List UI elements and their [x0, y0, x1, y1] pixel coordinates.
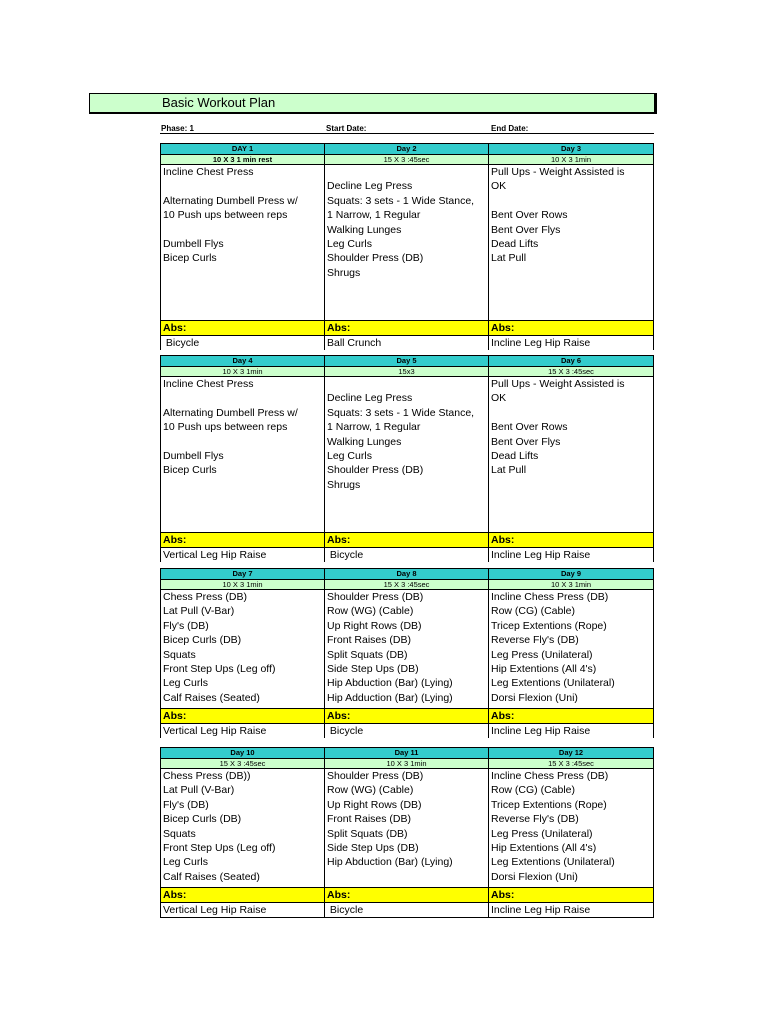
exercise-cell [488, 377, 654, 532]
day-block [160, 747, 654, 918]
exercise-item: Walking Lunges [327, 435, 402, 448]
day-label: Day 12 [488, 748, 654, 758]
day-label: Day 5 [324, 356, 488, 366]
exercise-item: Fly's (DB) [163, 798, 209, 811]
exercise-cell [324, 165, 488, 320]
day-block [160, 143, 654, 350]
exercise-item: Front Step Ups (Leg off) [163, 842, 276, 855]
exercise-item: Shrugs [327, 266, 361, 279]
abs-exercise-row [160, 335, 654, 350]
exercise-cell [160, 590, 324, 708]
abs-exercise: Bicycle [160, 336, 324, 350]
sets-rest-label: 10 X 3 1min [160, 580, 324, 589]
exercise-item: Bicep Curls [163, 464, 217, 477]
exercise-item: 1 Narrow, 1 Regular [327, 421, 421, 434]
exercise-item: Incline Chess Press (DB) [491, 770, 609, 782]
exercise-item: Row (WG) (Cable) [327, 784, 414, 797]
exercise-item: Bent Over Flys [491, 435, 561, 448]
sets-rest-label: 10 X 3 1min [488, 155, 654, 164]
exercise-row [160, 768, 654, 887]
abs-exercise: Incline Leg Hip Raise [488, 336, 654, 350]
exercise-item: Lat Pull [491, 464, 527, 477]
exercise-item: Reverse Fly's (DB) [491, 813, 579, 826]
day-block [160, 355, 654, 562]
exercise-item: Tricep Extentions (Rope) [491, 798, 607, 811]
exercise-row [160, 589, 654, 708]
abs-label: Abs: [488, 321, 654, 335]
exercise-item: Chess Press (DB)) [163, 770, 251, 782]
exercise-item: Split Squats (DB) [327, 648, 408, 661]
abs-exercise: Ball Crunch [324, 336, 488, 350]
start-date-label: Start Date: [326, 124, 367, 133]
abs-label: Abs: [324, 709, 488, 723]
abs-exercise: Vertical Leg Hip Raise [160, 903, 324, 917]
exercise-item: Bent Over Rows [491, 209, 568, 222]
abs-exercise-row [160, 547, 654, 562]
exercise-item: Alternating Dumbell Press w/ [163, 194, 298, 207]
exercise-item: Hip Abduction (Bar) (Lying) [327, 856, 453, 869]
exercise-item [163, 223, 324, 237]
exercise-cell [488, 769, 654, 887]
abs-header-row [160, 320, 654, 335]
abs-exercise: Incline Leg Hip Raise [488, 548, 654, 562]
abs-header-row [160, 532, 654, 547]
exercise-item: Hip Extentions (All 4's) [491, 842, 597, 855]
day-label: Day 11 [324, 748, 488, 758]
day-label: Day 8 [324, 569, 488, 579]
page-title: Basic Workout Plan [162, 95, 276, 110]
exercise-item [163, 179, 324, 193]
sets-rest-row [160, 154, 654, 164]
abs-exercise-row [160, 723, 654, 738]
exercise-item: OK [491, 180, 507, 193]
exercise-item: Lat Pull (V-Bar) [163, 784, 235, 797]
abs-label: Abs: [488, 533, 654, 547]
day-label: Day 10 [160, 748, 324, 758]
exercise-item: Leg Curls [163, 677, 208, 690]
exercise-item: 10 Push ups between reps [163, 421, 288, 434]
exercise-item: Squats [163, 648, 196, 661]
exercise-item [327, 377, 488, 391]
abs-label: Abs: [160, 888, 324, 902]
exercise-row [160, 376, 654, 532]
exercise-item: Row (WG) (Cable) [327, 605, 414, 618]
abs-header-row [160, 708, 654, 723]
day-label: Day 4 [160, 356, 324, 366]
exercise-cell [488, 590, 654, 708]
exercise-cell [324, 590, 488, 708]
exercise-item: Bent Over Rows [491, 421, 568, 434]
abs-exercise: Vertical Leg Hip Raise [160, 724, 324, 738]
exercise-item: Split Squats (DB) [327, 827, 408, 840]
exercise-item [327, 165, 488, 179]
sets-rest-label: 10 X 3 1min [160, 367, 324, 376]
exercise-item: Leg Press (Unilateral) [491, 827, 593, 840]
sets-rest-label: 10 X 3 1min [324, 759, 488, 768]
exercise-item: Dead Lifts [491, 450, 539, 463]
exercise-item: Front Raises (DB) [327, 813, 412, 826]
exercise-item: Up Right Rows (DB) [327, 798, 422, 811]
exercise-item: Shrugs [327, 478, 361, 491]
exercise-item: Dumbell Flys [163, 450, 224, 463]
exercise-item: Pull Ups - Weight Assisted is [491, 166, 625, 178]
abs-label: Abs: [160, 321, 324, 335]
sets-rest-label: 15 X 3 :45sec [160, 759, 324, 768]
exercise-item: Bicep Curls [163, 252, 217, 265]
exercise-cell [324, 377, 488, 532]
exercise-item: Shoulder Press (DB) [327, 252, 424, 265]
exercise-item: Bent Over Flys [491, 223, 561, 236]
exercise-item: Bicep Curls (DB) [163, 634, 242, 647]
sets-rest-label: 15x3 [324, 367, 488, 376]
sets-rest-label: 15 X 3 :45sec [488, 759, 654, 768]
sets-rest-label: 10 X 3 1 min rest [160, 155, 324, 164]
exercise-item: Up Right Rows (DB) [327, 619, 422, 632]
exercise-item [163, 435, 324, 449]
exercise-row [160, 164, 654, 320]
abs-label: Abs: [324, 888, 488, 902]
exercise-item: Walking Lunges [327, 223, 402, 236]
day-label: Day 7 [160, 569, 324, 579]
phase-label: Phase: 1 [161, 124, 194, 133]
exercise-item: Pull Ups - Weight Assisted is [491, 378, 625, 390]
exercise-item: Incline Chess Press (DB) [491, 591, 609, 603]
day-block [160, 568, 654, 738]
sets-rest-row [160, 758, 654, 768]
day-label: Day 3 [488, 144, 654, 154]
exercise-item: Leg Curls [327, 450, 372, 463]
exercise-cell [488, 165, 654, 320]
day-label: Day 2 [324, 144, 488, 154]
exercise-item: Leg Extentions (Unilateral) [491, 856, 615, 869]
exercise-item: Dead Lifts [491, 238, 539, 251]
day-label: Day 9 [488, 569, 654, 579]
exercise-item: Side Step Ups (DB) [327, 842, 419, 855]
exercise-item: Decline Leg Press [327, 180, 413, 193]
exercise-item [163, 391, 324, 405]
sets-rest-label: 15 X 3 :45sec [324, 580, 488, 589]
exercise-item: Calf Raises (Seated) [163, 691, 260, 704]
abs-label: Abs: [324, 321, 488, 335]
header-divider [160, 133, 654, 134]
exercise-item: Squats: 3 sets - 1 Wide Stance, [327, 406, 475, 419]
exercise-item: Squats [163, 827, 196, 840]
exercise-item: Leg Extentions (Unilateral) [491, 677, 615, 690]
exercise-cell [160, 165, 324, 320]
exercise-item: Hip Extentions (All 4's) [491, 663, 597, 676]
exercise-item: Leg Curls [327, 238, 372, 251]
day-header-row [160, 355, 654, 366]
exercise-item: Dorsi Flexion (Uni) [491, 870, 578, 883]
exercise-item: Row (CG) (Cable) [491, 605, 576, 618]
day-label: DAY 1 [160, 144, 324, 154]
exercise-item: Squats: 3 sets - 1 Wide Stance, [327, 194, 475, 207]
exercise-item: Reverse Fly's (DB) [491, 634, 579, 647]
exercise-item: Incline Chest Press [163, 166, 254, 178]
abs-label: Abs: [160, 533, 324, 547]
exercise-item: Shoulder Press (DB) [327, 464, 424, 477]
abs-exercise: Incline Leg Hip Raise [488, 903, 654, 917]
exercise-item: Lat Pull (V-Bar) [163, 605, 235, 618]
abs-label: Abs: [488, 888, 654, 902]
abs-exercise-row [160, 902, 654, 917]
exercise-item: Decline Leg Press [327, 392, 413, 405]
exercise-item: Incline Chest Press [163, 378, 254, 390]
sets-rest-label: 10 X 3 1min [488, 580, 654, 589]
exercise-item: Shoulder Press (DB) [327, 591, 424, 603]
exercise-item: Front Raises (DB) [327, 634, 412, 647]
sets-rest-label: 15 X 3 :45sec [488, 367, 654, 376]
exercise-item: Calf Raises (Seated) [163, 870, 260, 883]
exercise-item: Bicep Curls (DB) [163, 813, 242, 826]
sets-rest-row [160, 579, 654, 589]
day-header-row [160, 568, 654, 579]
exercise-item [491, 406, 653, 420]
sets-rest-row [160, 366, 654, 376]
exercise-cell [160, 769, 324, 887]
exercise-cell [160, 377, 324, 532]
abs-exercise: Bicycle [324, 548, 488, 562]
abs-exercise: Vertical Leg Hip Raise [160, 548, 324, 562]
abs-exercise: Bicycle [324, 724, 488, 738]
end-date-label: End Date: [491, 124, 529, 133]
day-header-row [160, 747, 654, 758]
exercise-item: Leg Curls [163, 856, 208, 869]
day-label: Day 6 [488, 356, 654, 366]
exercise-cell [324, 769, 488, 887]
abs-label: Abs: [324, 533, 488, 547]
exercise-item: Leg Press (Unilateral) [491, 648, 593, 661]
exercise-item: OK [491, 392, 507, 405]
exercise-item: Hip Adduction (Bar) (Lying) [327, 691, 453, 704]
abs-header-row [160, 887, 654, 902]
exercise-item: Front Step Ups (Leg off) [163, 663, 276, 676]
exercise-item: 10 Push ups between reps [163, 209, 288, 222]
exercise-item: Lat Pull [491, 252, 527, 265]
exercise-item: Shoulder Press (DB) [327, 770, 424, 782]
exercise-item: Chess Press (DB) [163, 591, 248, 603]
title-box [89, 93, 657, 114]
abs-label: Abs: [488, 709, 654, 723]
abs-exercise: Bicycle [324, 903, 488, 917]
abs-exercise: Incline Leg Hip Raise [488, 724, 654, 738]
exercise-item: Alternating Dumbell Press w/ [163, 406, 298, 419]
exercise-item: Dorsi Flexion (Uni) [491, 691, 578, 704]
exercise-item: Side Step Ups (DB) [327, 663, 419, 676]
exercise-item: Dumbell Flys [163, 238, 224, 251]
abs-label: Abs: [160, 709, 324, 723]
exercise-item: Fly's (DB) [163, 619, 209, 632]
exercise-item: Tricep Extentions (Rope) [491, 619, 607, 632]
day-header-row [160, 143, 654, 154]
exercise-item: Row (CG) (Cable) [491, 784, 576, 797]
exercise-item: Hip Abduction (Bar) (Lying) [327, 677, 453, 690]
sets-rest-label: 15 X 3 :45sec [324, 155, 488, 164]
table-bottom-border [160, 917, 654, 918]
exercise-item [491, 194, 653, 208]
exercise-item: 1 Narrow, 1 Regular [327, 209, 421, 222]
